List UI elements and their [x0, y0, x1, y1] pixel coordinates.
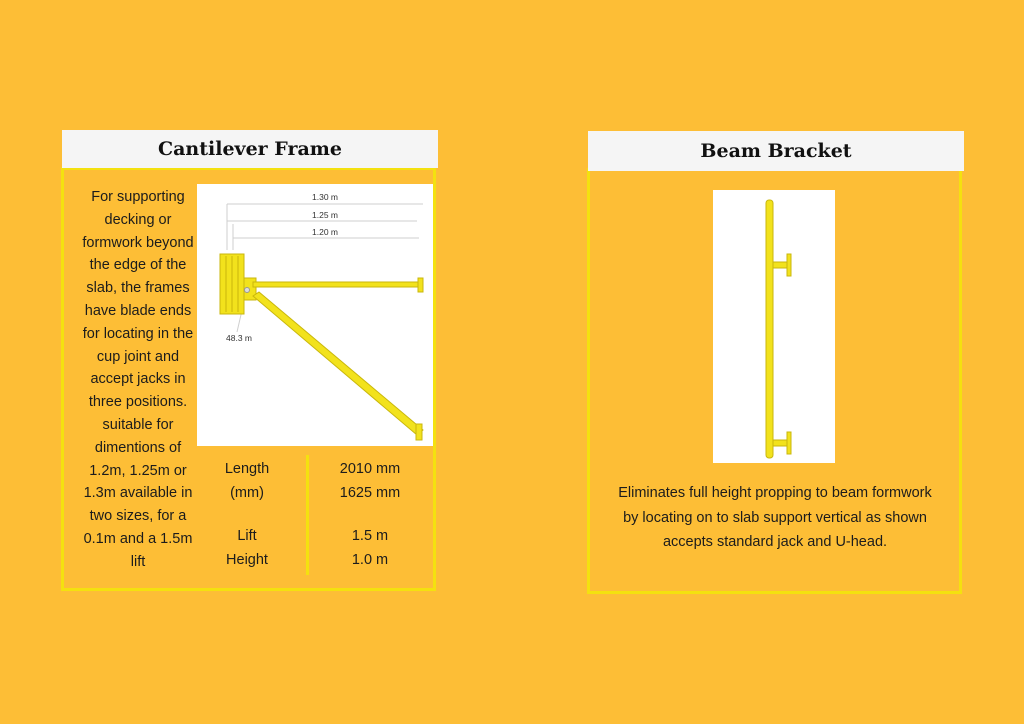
lift-values: 1.5 m 1.0 m [351, 528, 389, 568]
cantilever-description: For supporting decking or formwork beyond the edge of the slab, the frames have blade ends for locating in the cup joint and accept jacks in three positions. suitable for dimentions of 1.2m, 1.25m or 1.3m available in two sizes, for a 0.1m and a 1.5m lift [82, 189, 194, 570]
beam-bracket-card-header [588, 131, 964, 171]
spec-divider [306, 455, 309, 575]
tube-label: 48.3 m [226, 333, 252, 343]
beam-bracket-drawing [713, 190, 835, 463]
beam-bracket-diagram [713, 190, 835, 463]
lift-label: Lift Height [226, 528, 268, 568]
length-values: 2010 mm 1625 mm [339, 461, 401, 501]
dim-label-2: 1.25 m [312, 210, 338, 220]
cantilever-title: Cantilever Frame [158, 138, 342, 160]
cantilever-card-header [62, 130, 438, 168]
beam-bracket-description: Eliminates full height propping to beam formwork by locating on to slab support vertical as shown accepts standard jack and U-head. [618, 485, 932, 550]
length-label: Length (mm) [224, 461, 270, 501]
cantilever-frame-drawing [197, 184, 433, 446]
cantilever-diagram [197, 184, 433, 446]
dim-label-3: 1.20 m [312, 227, 338, 237]
dim-label-1: 1.30 m [312, 192, 338, 202]
beam-bracket-title: Beam Bracket [700, 140, 852, 162]
